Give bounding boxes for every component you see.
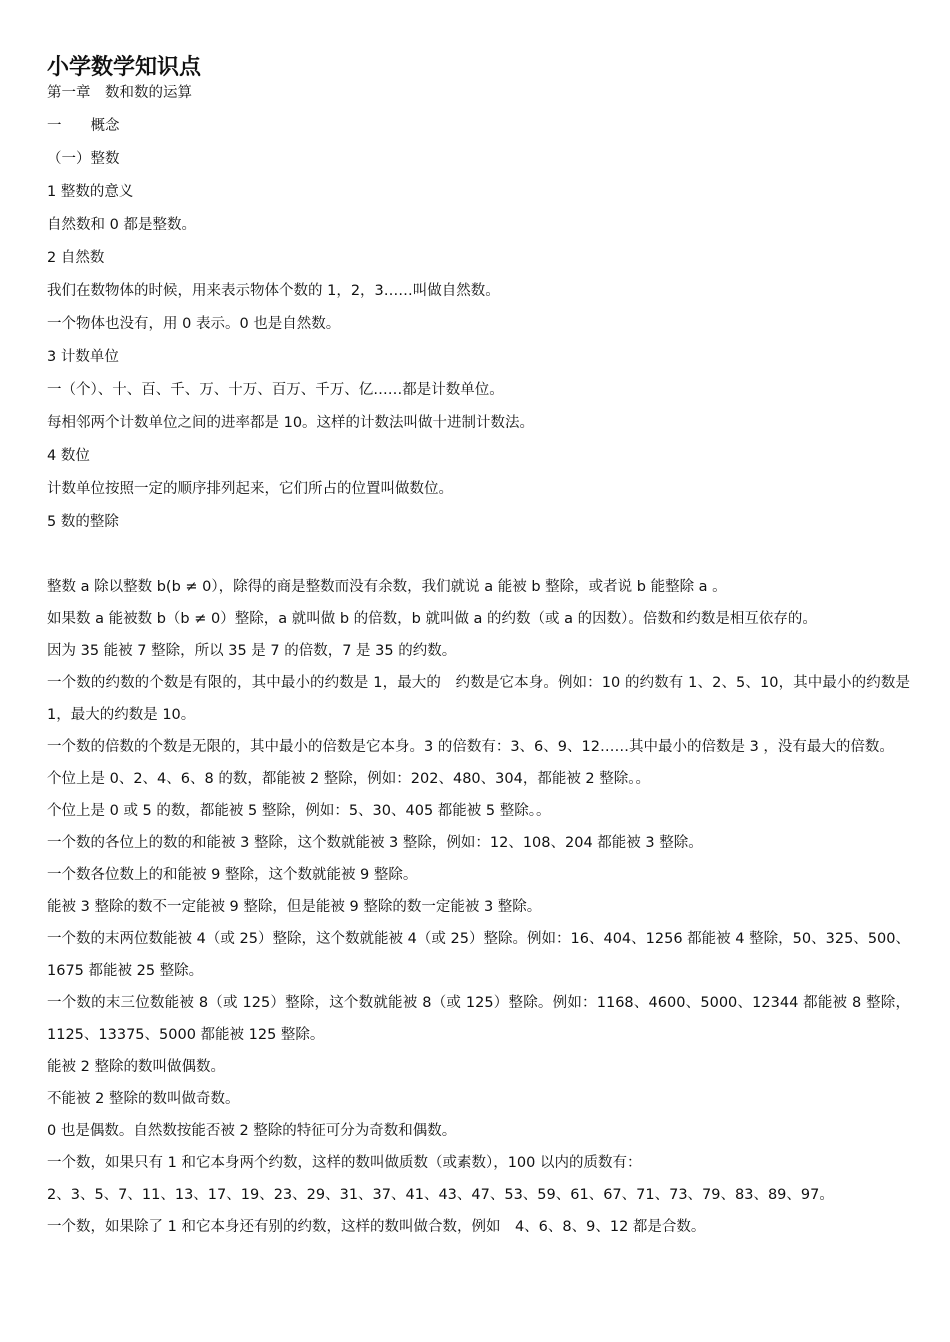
paragraph: 因为 35 能被 7 整除，所以 35 是 7 的倍数，7 是 35 的约数。 (47, 643, 457, 659)
document-title: 小学数学知识点 (47, 55, 202, 80)
paragraph: 2、3、5、7、11、13、17、19、23、29、31、37、41、43、47、53、59、61、67、71、73、79、83、89、97。 (47, 1187, 834, 1203)
paragraph: 如果数 a 能被数 b（b ≠ 0）整除，a 就叫做 b 的倍数，b 就叫做 a 的约数（或 a 的因数）。倍数和约数是相互依存的。 (47, 611, 817, 627)
paragraph: 一个数的末两位数能被 4（或 25）整除，这个数就能被 4（或 25）整除。例如：16、404、1256 都能被 4 整除，50、325、500、1675 都能被 25 整除。 (47, 931, 910, 979)
paragraph: 一个数的约数的个数是有限的，其中最小的约数是 1，最大的 约数是它本身。例如：10 的约数有 1、2、5、10，其中最小的约数是 1，最大的约数是 10。 (47, 675, 910, 723)
text-line: 2 自然数 (47, 250, 105, 266)
text-line: 3 计数单位 (47, 349, 119, 365)
text-line: 每相邻两个计数单位之间的进率都是 10。这样的计数法叫做十进制计数法。 (47, 415, 535, 431)
text-line: 自然数和 0 都是整数。 (47, 217, 196, 233)
text-line: 一个物体也没有，用 0 表示。0 也是自然数。 (47, 316, 341, 332)
section-heading: 一 概念 (47, 118, 120, 134)
paragraph: 不能被 2 整除的数叫做奇数。 (47, 1091, 240, 1107)
text-line: 5 数的整除 (47, 514, 119, 530)
paragraph: 一个数，如果除了 1 和它本身还有别的约数，这样的数叫做合数，例如 4、6、8、9、12 都是合数。 (47, 1219, 706, 1235)
paragraph: 个位上是 0、2、4、6、8 的数，都能被 2 整除，例如：202、480、304，都能被 2 整除。。 (47, 771, 651, 787)
paragraph: 0 也是偶数。自然数按能否被 2 整除的特征可分为奇数和偶数。 (47, 1123, 457, 1139)
paragraph: 整数 a 除以整数 b(b ≠ 0），除得的商是整数而没有余数，我们就说 a 能被 b 整除，或者说 b 能整除 a 。 (47, 579, 727, 595)
text-line: 我们在数物体的时候，用来表示物体个数的 1，2，3……叫做自然数。 (47, 283, 500, 299)
paragraph: 能被 3 整除的数不一定能被 9 整除，但是能被 9 整除的数一定能被 3 整除。 (47, 899, 542, 915)
paragraph: 一个数，如果只有 1 和它本身两个约数，这样的数叫做质数（或素数），100 以内的质数有： (47, 1155, 642, 1171)
chapter-heading: 第一章 数和数的运算 (47, 85, 192, 101)
text-line: 计数单位按照一定的顺序排列起来，它们所占的位置叫做数位。 (47, 481, 453, 497)
paragraph: 一个数各位数上的和能被 9 整除，这个数就能被 9 整除。 (47, 867, 418, 883)
text-line: 1 整数的意义 (47, 184, 134, 200)
blank-spacer (47, 539, 910, 571)
text-line: 4 数位 (47, 448, 90, 464)
subsection-heading: （一）整数 (47, 151, 120, 167)
paragraph: 一个数的末三位数能被 8（或 125）整除，这个数就能被 8（或 125）整除。例如：1168、4600、5000、12344 都能被 8 整除，1125、13375、5000 都能被 125 整除。 (47, 995, 910, 1043)
paragraph: 一个数的各位上的数的和能被 3 整除，这个数就能被 3 整除，例如：12、108、204 都能被 3 整除。 (47, 835, 703, 851)
paragraph: 一个数的倍数的个数是无限的，其中最小的倍数是它本身。3 的倍数有：3、6、9、12……其中最小的倍数是 3 ，没有最大的倍数。 (47, 739, 894, 755)
paragraph: 能被 2 整除的数叫做偶数。 (47, 1059, 225, 1075)
paragraph: 个位上是 0 或 5 的数，都能被 5 整除，例如：5、30、405 都能被 5 整除。。 (47, 803, 551, 819)
text-line: 一（个）、十、百、千、万、十万、百万、千万、亿……都是计数单位。 (47, 382, 504, 398)
